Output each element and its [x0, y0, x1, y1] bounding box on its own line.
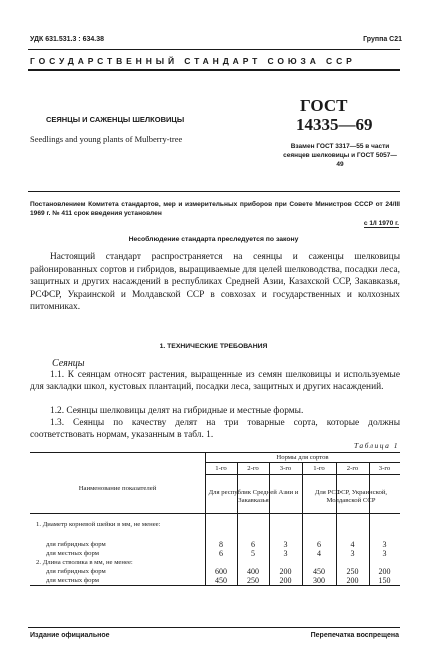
table-cell: 200	[346, 576, 359, 585]
decree-date: с 1/I 1970 г.	[363, 220, 399, 227]
table-cell: 3	[382, 549, 387, 558]
title-rule	[28, 191, 400, 192]
gost-label: ГОСТ	[300, 96, 348, 115]
table-cell: 4	[317, 549, 321, 558]
table-cell: 6	[219, 549, 223, 558]
table-region-a: Для республик Средней Азии и Закавказья	[208, 489, 299, 504]
document-title-ru: СЕЯНЦЫ И САЖЕНЦЫ ШЕЛКОВИЦЫ	[46, 115, 185, 124]
table-grade-header: 2-го	[247, 465, 259, 472]
replaces-note: Взамен ГОСТ 3317—55 в части сеянцев шелковицы и ГОСТ 5057—49	[283, 143, 397, 168]
footer-reprint-notice: Перепечатка воспрещена	[310, 632, 399, 639]
udk-code: УДК 631.531.3 : 634.38	[30, 36, 104, 43]
paragraph-1-3: 1.3. Сеянцы по качеству делят на три товарные сорта, которые должны соответствовать нормам, указанным в табл. 1.	[30, 418, 400, 440]
header-rule	[28, 69, 400, 71]
table-bottom-line	[30, 585, 400, 586]
table-cell: 3	[283, 549, 288, 558]
table-row-label: для местных форм	[46, 550, 99, 557]
table-row-label: для гибридных форм	[46, 541, 106, 548]
table-cell: 250	[247, 576, 259, 585]
table-grade-header: 2-го	[346, 465, 359, 472]
group-code: Группа С21	[363, 36, 402, 43]
section-title: 1. ТЕХНИЧЕСКИЕ ТРЕБОВАНИЯ	[159, 343, 268, 350]
state-standard-title: ГОСУДАРСТВЕННЫЙ СТАНДАРТ СОЮЗА ССР	[30, 56, 356, 66]
table-cell: 3	[350, 549, 355, 558]
table-cell: 6	[317, 540, 321, 549]
footer-rule	[28, 627, 400, 628]
table-grade-header: 1-го	[313, 465, 325, 472]
table-cell: 8	[219, 540, 223, 549]
decree-text: Постановлением Комитета стандартов, мер и измерительных приборов при Совете Министров СССР от 24/III 1969 г. № 411 срок введения установлен	[30, 201, 400, 217]
table-cell: 6	[251, 540, 255, 549]
intro-paragraph: Настоящий стандарт распространяется на сеянцы и саженцы шелковицы районированных сортов и гибридов, выращиваемые для целей шелководства, посадки леса, защитных и других насаждений в республиках Средней Азии, Казахской ССР, Закавказья, РСФСР, Украинской и Молдавской ССР в совхозах и государственных и колхозных питомниках.	[30, 252, 400, 312]
table-cell: 400	[247, 567, 259, 576]
table-cell: 450	[215, 576, 227, 585]
table-header-line	[30, 513, 400, 514]
table-cell: 5	[251, 549, 255, 558]
table-cell: 450	[313, 567, 325, 576]
document-title-en: Seedlings and young plants of Mulberry-tree	[30, 134, 183, 144]
table-label: Таблица 1	[354, 441, 399, 450]
table-cell: 3	[283, 540, 288, 549]
table-cell: 200	[378, 567, 391, 576]
table-row-label: 1. Диаметр корневой шейки в мм, не менее:	[36, 521, 161, 528]
table-row-label: для гибридных форм	[46, 568, 106, 575]
table-cell: 150	[378, 576, 391, 585]
gost-number: 14335—69	[296, 115, 373, 134]
top-rule	[28, 49, 400, 50]
legal-notice: Несоблюдение стандарта преследуется по закону	[128, 236, 299, 243]
table-grade-header: 1-го	[215, 465, 227, 472]
table-top-line	[30, 452, 400, 453]
table-cell: 600	[215, 567, 227, 576]
table-cell: 4	[350, 540, 355, 549]
table-cell: 300	[313, 576, 325, 585]
table-grade-header: 3-го	[279, 465, 292, 472]
table-row-label: для местных форм	[46, 577, 99, 584]
table-norms-header: Нормы для сортов	[276, 454, 329, 461]
table-cell: 250	[346, 567, 359, 576]
table-region-b: Для РСФСР, Украинской, Молдавской ССР	[314, 489, 388, 504]
table-row-label: 2. Длина стволика в мм, не менее:	[36, 559, 133, 566]
table-cell: 3	[382, 540, 387, 549]
paragraph-1-1: 1.1. К сеянцам относят растения, выращенные из семян шелковицы и используемые для закладки школ, кустовых плантаций, посадки леса, защитных и других насаждений.	[30, 370, 400, 392]
table-grade-header: 3-го	[378, 465, 391, 472]
table-indicator-header: Наименование показателей	[78, 485, 157, 492]
table-cell: 200	[279, 576, 292, 585]
footer-official-edition: Издание официальное	[30, 632, 110, 639]
subsection-title: Сеянцы	[52, 358, 85, 369]
paragraph-1-2: 1.2. Сеянцы шелковицы делят на гибридные и местные формы.	[50, 406, 304, 416]
table-cell: 200	[279, 567, 292, 576]
